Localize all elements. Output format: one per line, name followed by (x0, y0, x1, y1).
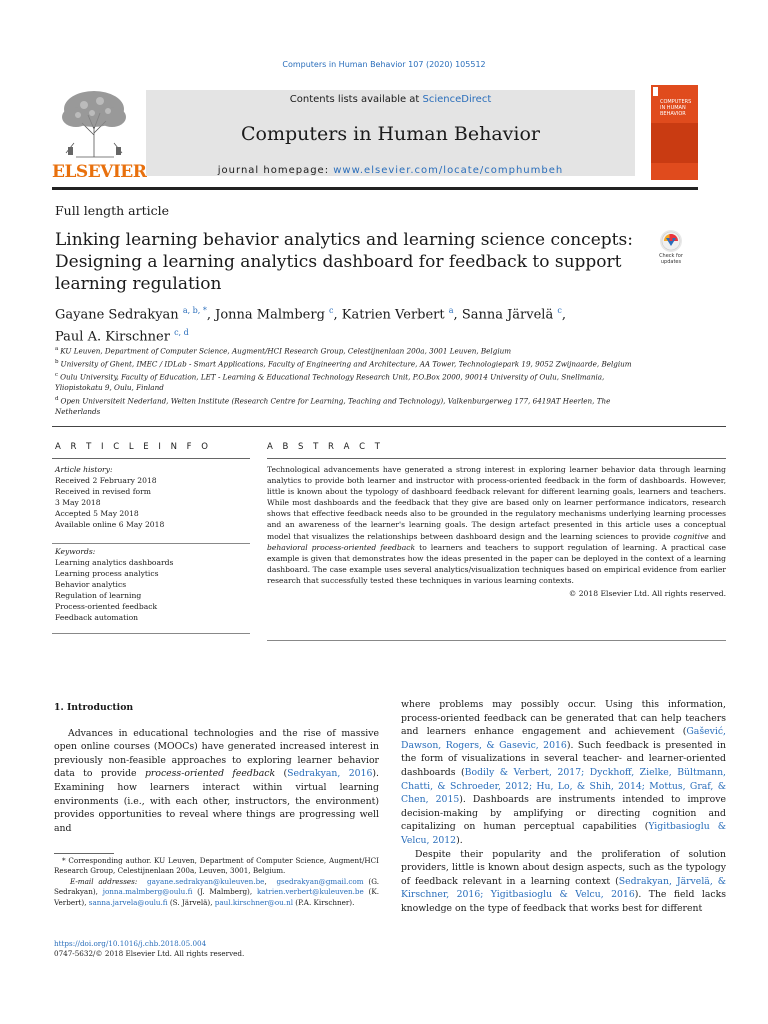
citation-link[interactable]: Sedrakyan, Järvelä, & Kirschner, 2016; Yigitbasioglu & Velcu, 2016 (401, 875, 726, 901)
citation-link[interactable]: Sedrakyan, 2016 (287, 768, 373, 780)
body-text: Advances in educational technologies and the rise of massive open online courses (MOOCs) have generated increased interest in previously non-feasible approaches to exploring learner behavior data to provide (54, 727, 379, 780)
history-entry: Received 2 February 2018 (55, 476, 157, 485)
contents-line (146, 94, 635, 105)
abstract-emphasis: behavioral process-oriented feedback (267, 542, 416, 552)
section-heading-introduction: 1. Introduction (54, 702, 134, 713)
citation-link[interactable]: Yigitbasioglu & Velcu, 2012 (401, 821, 726, 846)
history-entry: Accepted 5 May 2018 (55, 509, 139, 518)
keyword: Behavior analytics (55, 580, 127, 589)
author-name[interactable]: Sanna Järvelä (461, 307, 554, 323)
affiliation (55, 370, 645, 394)
author-superscript[interactable]: a, b, * (182, 306, 207, 315)
doi-link[interactable]: https://doi.org/10.1016/j.chb.2018.05.004 (54, 939, 207, 948)
abstract-copyright: © 2018 Elsevier Ltd. All rights reserved. (568, 589, 726, 599)
journal-cover-thumbnail[interactable] (651, 85, 698, 180)
footnote-rule (54, 853, 114, 854)
body-text: ). The field lacks knowledge on the type of feedback that works best for different (401, 889, 726, 914)
affiliation-text: Open Universiteit Nederland, Welten Institute (Research Centre for Learning, Teaching and Technology), Valkenburgerweg 177, 6419AT Heerlen, The Netherlands (55, 395, 611, 416)
keyword: Process-oriented feedback (55, 602, 158, 611)
affiliation (55, 357, 645, 370)
abstract-text (267, 464, 726, 586)
article-info-rule (52, 458, 250, 459)
author-superscript[interactable]: c (329, 306, 334, 315)
crossmark-icon (660, 230, 682, 252)
sciencedirect-link[interactable]: ScienceDirect (422, 94, 492, 105)
body-paragraph (401, 698, 726, 848)
email-link[interactable]: sanna.jarvela@oulu.fi (88, 897, 168, 907)
email-label: E-mail addresses: (70, 876, 138, 886)
citation-link[interactable]: Gašević, Dawson, Rogers, & Gasevic, 2016 (401, 726, 726, 751)
affiliation (55, 344, 645, 357)
body-column-left (54, 701, 379, 835)
body-emphasis: process-oriented feedback (144, 768, 276, 780)
elsevier-tree-icon (56, 87, 132, 159)
cover-band (651, 123, 698, 163)
article-title: Linking learning behavior analytics and learning science concepts: Designing a learning analytics dashboard for feedback to support learning regulation (55, 230, 633, 294)
author-separator: , (453, 307, 462, 323)
journal-title: Computers in Human Behavior (240, 123, 541, 145)
affiliation-text: KU Leuven, Department of Computer Science, Augment/HCI Research Group, Celestijnenlaan 200a, 3001 Leuven, Belgium (60, 346, 512, 356)
email-link[interactable]: gayane.sedrakyan@kuleuven.be (147, 876, 265, 886)
history-label: Article history: (55, 465, 113, 474)
abstract-part: and (708, 531, 726, 541)
citation-link[interactable]: Bodily & Verbert, 2017; Dyckhoff, Zielke, Bültmann, Chatti, & Schroeder, 2012; Hu, Lo, & Shih, 2014; Mottus, Graf, & Chen, 2015 (401, 766, 727, 806)
masthead-rule (52, 187, 698, 190)
cover-title: COMPUTERS IN HUMAN BEHAVIOR (660, 99, 692, 117)
footnote-emails: E-mail addresses: gayane.sedrakyan@kuleuven.be, gsedrakyan@gmail.com (G. Sedrakyan), jonna.malmberg@oulu.fi (J. Malmberg), katrien.verbert@kuleuven.be (K. Verbert), sanna.jarvela@oulu.fi (S. Järvelä), paul.kirschner@ou.nl (P.A. Kirschner). (54, 876, 380, 907)
author-name[interactable]: Jonna Malmberg (215, 307, 325, 323)
homepage-link[interactable]: www.elsevier.com/locate/comphumbeh (333, 165, 564, 176)
email-owner: (J. Malmberg), (192, 887, 257, 897)
body-column-right (401, 698, 726, 916)
corresponding-author-footnote (54, 856, 379, 908)
author-separator: , (206, 307, 216, 323)
body-paragraph (401, 848, 726, 916)
body-text: ). (456, 834, 463, 846)
email-owner: (K. Verbert), (54, 887, 379, 907)
article-info-heading: A R T I C L E I N F O (55, 442, 212, 452)
front-matter-rule (52, 426, 726, 427)
abstract-bottom-rule (267, 640, 726, 641)
affiliation-list (55, 344, 645, 417)
body-text: ). Dashboards are instruments intended to improve decision-making by amplifying or directing cognition and capitalizing on human perceptual capabilities ( (401, 794, 726, 833)
homepage-prefix: journal homepage: (217, 165, 334, 176)
history-rule (52, 543, 250, 544)
check-for-updates-label: Check for updates (659, 253, 683, 265)
keyword: Learning process analytics (55, 569, 159, 578)
article-history (55, 464, 250, 530)
author-superscript[interactable]: a (448, 306, 454, 315)
journal-banner (146, 90, 635, 176)
abstract-rule (267, 458, 726, 459)
homepage-line (146, 165, 635, 176)
journal-citation-link[interactable]: Computers in Human Behavior 107 (2020) 105512 (282, 60, 486, 69)
email-owner: (G. Sedrakyan), (54, 876, 380, 897)
article-type: Full length article (55, 203, 170, 218)
author-name[interactable]: Katrien Verbert (341, 307, 445, 323)
keyword: Regulation of learning (55, 591, 142, 600)
abstract-emphasis: cognitive (673, 531, 709, 541)
body-text: ). Such feedback is presented in the form of visualizations in several teacher- and learner-oriented dashboards ( (401, 739, 726, 778)
author-name[interactable]: Paul A. Kirschner (55, 329, 170, 345)
email-link[interactable]: katrien.verbert@kuleuven.be (256, 887, 364, 897)
affiliation (55, 394, 645, 418)
contents-prefix: Contents lists available at (289, 94, 423, 105)
doi-block (54, 939, 379, 960)
issn-copyright: 0747-5632/© 2018 Elsevier Ltd. All rights reserved. (54, 949, 245, 959)
elsevier-wordmark: ELSEVIER (52, 162, 147, 182)
keyword: Learning analytics dashboards (55, 558, 174, 567)
body-text: ). Examining how learners interact within virtual learning environments (i.e., with each other, instructors, the environment) provides opportunities to reveal where things are progressing well and (54, 768, 379, 834)
email-owner: (S. Järvelä), (167, 897, 215, 907)
footnote-corresponding: * Corresponding author. KU Leuven, Department of Computer Science, Augment/HCI Research Group, Celestijnenlaan 200a, Leuven, 3001, Belgium. (54, 856, 379, 876)
journal-masthead (52, 85, 698, 186)
history-entry: Received in revised form (55, 487, 151, 496)
history-entry: Available online 6 May 2018 (55, 520, 165, 529)
abstract-heading: A B S T R A C T (267, 442, 384, 452)
body-text: where problems may possibly occur. Using this information, process-oriented feedback can be generated that can help teachers and learners enhance engagement and achievement ( (401, 699, 726, 738)
author-separator: , (333, 307, 342, 323)
keywords-label: Keywords: (55, 547, 96, 556)
email-owner: (P.A. Kirschner). (293, 897, 355, 907)
affiliation-label: d (55, 395, 59, 402)
email-link[interactable]: paul.kirschner@ou.nl (214, 897, 294, 907)
email-link[interactable]: gsedrakyan@gmail.com (276, 876, 364, 886)
affiliation-text: University of Ghent, IMEC / IDLab - Smart Applications, Faculty of Engineering and Architecture, AA Tower, Technologiepark 19, 9052 Zwijnaarde, Belgium (60, 359, 632, 369)
abstract-body (267, 464, 726, 599)
author-list (55, 302, 655, 347)
affiliation-text: Oulu University, Faculty of Education, LET - Learning & Educational Technology Research Unit, P.O.Box 2000, 90014 University of Oulu, Snellmania, Yliopistokatu 9, Oulu, Finland (55, 372, 605, 392)
author-superscript[interactable]: c, d (174, 328, 189, 338)
author-separator: , (561, 307, 566, 323)
elsevier-logo[interactable] (52, 85, 147, 185)
abstract-part: to learners and teachers to support regulation of learning. A practical case example is given that demonstrates how the ideas presented in the paper can be deployed in the context of a learning dashboard. The case example uses several analytics/visualization techniques based on empirical evidence from earlier research that successfully tested these techniques in various learning contexts. (267, 542, 726, 585)
check-for-updates-badge[interactable] (650, 230, 692, 270)
email-link[interactable]: jonna.malmberg@oulu.fi (102, 887, 193, 897)
body-text: Despite their popularity and the proliferation of solution providers, little is known about design aspects, such as the typology of feedback relevant in a learning context ( (401, 848, 726, 887)
keyword-list (55, 546, 250, 623)
body-paragraph: Advances in educational technologies and the rise of massive open online courses (MOOCs) have generated increased interest in previously non-feasible approaches to exploring learner behavior data to provide process-oriented feedback (Sedrakyan, 2016). Examining how learners interact within virtual learning environments (i.e., with each other, instructors, the environment) provides opportunities to reveal where things are progressing well and (54, 727, 379, 834)
author-superscript[interactable]: c (557, 306, 562, 315)
author-name[interactable]: Gayane Sedrakyan (55, 307, 179, 323)
affiliation-label: c (55, 371, 59, 378)
abstract-part: Technological advancements have generated a strong interest in exploring learner behavior data through learning analytics to provide both learner and instructor with process-oriented feedback in the form of dashboards. However, little is known about the typology of dashboard feedback relevant for different learning goals, learners and teachers. While most dashboards and the feedback that they give are based only on learner performance indicators, research shows that effective feedback needs also to be grounded in the regulatory mechanisms underlying learning processes and an awareness of the learner's learning goals. The design artefact presented in this article uses a conceptual model that visualizes the relationships between dashboard design and the learning sciences to provide (267, 465, 726, 541)
affiliation-label: a (55, 346, 59, 352)
history-entry: 3 May 2018 (55, 498, 101, 507)
keywords-rule (52, 633, 250, 634)
keyword: Feedback automation (55, 613, 139, 622)
affiliation-label: b (55, 358, 59, 365)
cover-logo-icon (653, 87, 658, 96)
